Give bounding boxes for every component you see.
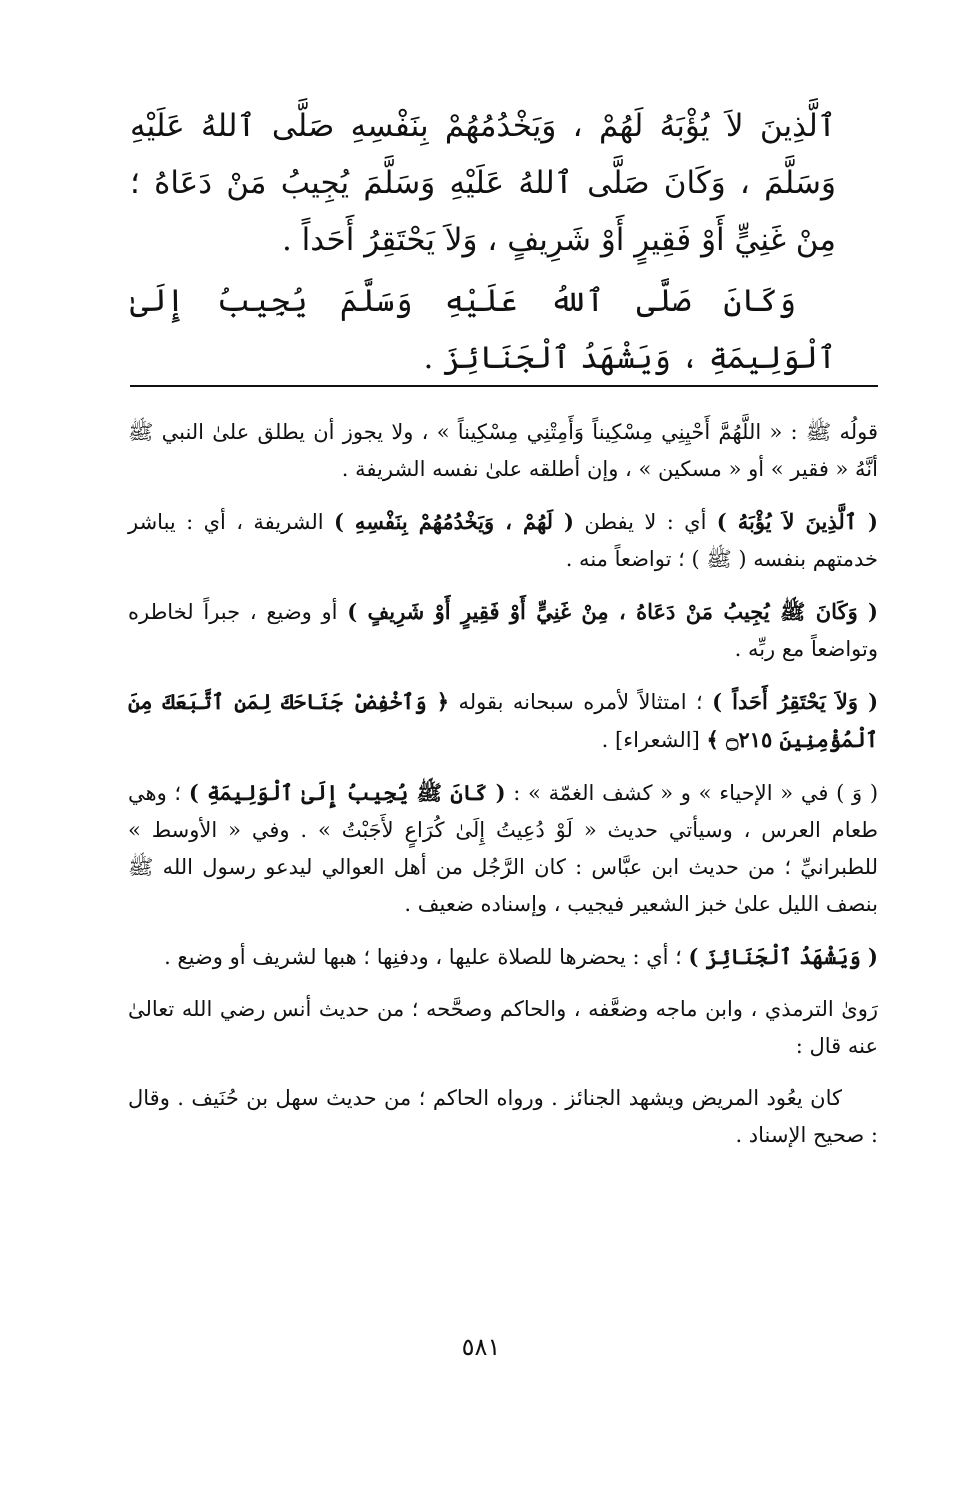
commentary-paragraph-6 <box>128 938 878 976</box>
quoted-matn: ( وَلاَ يَحْتَقِرُ أَحَداً ) <box>712 689 879 714</box>
commentary-paragraph-2 <box>128 503 878 578</box>
quoted-matn: ( لَهُمْ ، وَيَخْدُمُهُمْ بِنَفْسِهِ ) <box>334 509 574 534</box>
commentary-text: ؛ امتثالاً لأمره سبحانه بقوله <box>449 690 713 714</box>
quoted-matn: ( وَيَشْهَدُ ٱلْجَنَائِزَ ) <box>688 944 878 969</box>
commentary-block <box>128 414 878 1169</box>
footnote-separator-rule <box>130 385 878 387</box>
quran-verse: ﴿ وَٱخْفِضْ جَنَاحَكَ لِمَنِ ٱتَّبَعَكَ مِنَ ٱلْمُؤْمِنِينَ ۝٢١٥ ﴾ <box>128 689 878 752</box>
quoted-matn: ( ٱلَّذِينَ لاَ يُؤْبَهُ ) <box>716 509 878 534</box>
main-paragraph-1: ٱلَّذِينَ لاَ يُؤْبَهُ لَهُمْ ، وَيَخْدُمُهُمْ بِنَفْسِهِ صَلَّى ٱللهُ عَلَيْهِ وَسَلَّمَ ، وَكَانَ صَلَّى ٱللهُ عَلَيْهِ وَسَلَّمَ يُجِيبُ مَنْ دَعَاهُ ؛ مِنْ غَنِيٍّ أَوْ فَقِيرٍ أَوْ شَرِيفٍ ، وَلاَ يَحْتَقِرُ أَحَداً . <box>130 108 836 258</box>
quoted-matn: ( كَانَ ﷺ يُجِيبُ إِلَىٰ ٱلْوَلِيمَةِ ) <box>188 780 506 805</box>
commentary-text: أي : لا يفطن <box>573 510 717 534</box>
commentary-paragraph-7: رَوىٰ الترمذي ، وابن ماجه وضعَّفه ، والحاكم وصحَّحه ؛ من حديث أنس رضي الله تعالىٰ عنه قال : <box>128 997 878 1058</box>
main-paragraph-2: وَكَانَ صَلَّى ٱللهُ عَلَيْهِ وَسَلَّمَ يُجِيبُ إِلَىٰ ٱلْوَلِيمَةِ ، وَيَشْهَدُ ٱلْجَنَائِزَ . <box>130 283 836 376</box>
page-number: ٥٨١ <box>461 1333 501 1361</box>
commentary-text: أو وضيع ، جبراً لخاطره وتواضعاً مع ربِّه . <box>128 600 878 661</box>
commentary-paragraph-3 <box>128 593 878 668</box>
main-text-block <box>130 98 836 387</box>
verse-reference: [الشعراء] . <box>601 728 707 752</box>
commentary-paragraph-1: قولُه ﷺ : « اللَّهُمَّ أَحْيِنِي مِسْكِيناً وَأَمِتْنِي مِسْكِيناً » ، ولا يجوز أن يطلق علىٰ النبي ﷺ أنَّهُ « فقير » أو « مسكين » ، وإن أطلقه علىٰ نفسه الشريفة . <box>128 420 878 481</box>
commentary-paragraph-8: كان يعُود المريض ويشهد الجنائز . ورواه الحاكم ؛ من حديث سهل بن حُنَيف . وقال : صحيح الإسناد . <box>128 1086 878 1147</box>
commentary-text: ( وَ ) في « الإحياء » و « كشف الغمّة » : <box>505 781 879 805</box>
commentary-text: ؛ أي : يحضرها للصلاة عليها ، ودفنِها ؛ هبها لشريف أو وضيع . <box>164 945 689 969</box>
commentary-paragraph-4 <box>128 683 878 759</box>
commentary-text: الشريفة ، أي : يباشر خدمتهم بنفسه ( ﷺ ) ؛ تواضعاً منه . <box>128 510 878 571</box>
commentary-paragraph-5 <box>128 774 878 923</box>
commentary-text: ؛ وهي طعام العرس ، وسيأتي حديث « لَوْ دُعِيتُ إِلَىٰ كُرَاعٍ لأَجَبْتُ » . وفي « الأوسط » للطبرانيِّ ؛ من حديث ابن عبَّاس : كان الرَّجُل من أهل العوالي ليدعو رسول الله ﷺ بنصف الليل علىٰ خبز الشعير فيجيب ، وإسناده ضعيف . <box>128 781 878 916</box>
quoted-matn: ( وَكَانَ ﷺ يُجِيبُ مَنْ دَعَاهُ ، مِنْ غَنِيٍّ أَوْ فَقِيرٍ أَوْ شَرِيفٍ ) <box>347 599 878 624</box>
